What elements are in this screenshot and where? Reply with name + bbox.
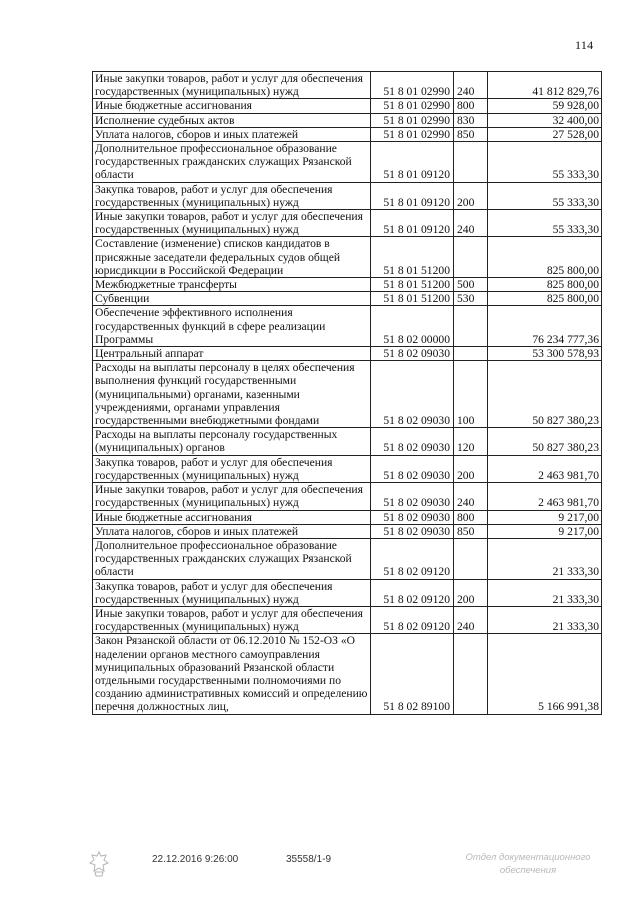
row-amount-cell: 9 217,00	[488, 524, 602, 538]
row-expense-type-cell	[454, 538, 488, 579]
row-name-cell: Обеспечение эффективного исполнения государственных функций в сфере реализации Программы	[93, 306, 371, 347]
table-row	[93, 113, 602, 127]
footer-date: 22.12.2016 9:26:00	[152, 854, 239, 865]
row-amount-cell: 21 333,30	[488, 538, 602, 579]
row-code-cell: 51 8 02 09030	[371, 428, 454, 455]
table-row	[93, 428, 602, 455]
row-amount-cell: 55 333,30	[488, 210, 602, 237]
table-row	[93, 483, 602, 510]
table-row	[93, 510, 602, 524]
row-code-cell: 51 8 02 09030	[371, 524, 454, 538]
row-expense-type-cell	[454, 347, 488, 361]
page-number: 114	[575, 38, 594, 52]
row-code-cell: 51 8 02 09030	[371, 483, 454, 510]
row-expense-type-cell: 800	[454, 510, 488, 524]
row-name-cell: Субвенции	[93, 292, 371, 306]
row-amount-cell: 2 463 981,70	[488, 483, 602, 510]
row-expense-type-cell: 830	[454, 113, 488, 127]
row-name-cell: Расходы на выплаты персоналу в целях обеспечения выполнения функций государственными (муниципальными) органами, казенными учреждениями, органами управления государственными внебюджетными фондами	[93, 361, 371, 428]
row-name-cell: Закупка товаров, работ и услуг для обеспечения государственных (муниципальных) нужд	[93, 579, 371, 606]
row-expense-type-cell: 850	[454, 524, 488, 538]
page-footer	[0, 850, 640, 905]
row-name-cell: Иные закупки товаров, работ и услуг для обеспечения государственных (муниципальных) нужд	[93, 483, 371, 510]
row-name-cell: Иные закупки товаров, работ и услуг для обеспечения государственных (муниципальных) нужд	[93, 72, 371, 99]
table-row	[93, 579, 602, 606]
table-row	[93, 455, 602, 482]
row-code-cell: 51 8 01 02990	[371, 72, 454, 99]
row-code-cell: 51 8 01 51200	[371, 237, 454, 278]
row-code-cell: 51 8 02 09120	[371, 606, 454, 633]
stamp-line: обеспечения	[499, 865, 557, 876]
row-code-cell: 51 8 01 02990	[371, 99, 454, 113]
table-row	[93, 606, 602, 633]
row-code-cell: 51 8 01 02990	[371, 113, 454, 127]
row-name-cell: Закупка товаров, работ и услуг для обеспечения государственных (муниципальных) нужд	[93, 182, 371, 209]
row-amount-cell: 55 333,30	[488, 142, 602, 183]
table-row	[93, 524, 602, 538]
row-amount-cell: 2 463 981,70	[488, 455, 602, 482]
row-code-cell: 51 8 02 09120	[371, 538, 454, 579]
row-amount-cell: 76 234 777,36	[488, 306, 602, 347]
budget-table	[92, 71, 602, 715]
row-expense-type-cell: 240	[454, 72, 488, 99]
table-row	[93, 347, 602, 361]
row-expense-type-cell	[454, 237, 488, 278]
row-code-cell: 51 8 02 09030	[371, 361, 454, 428]
row-amount-cell: 825 800,00	[488, 292, 602, 306]
row-code-cell: 51 8 02 00000	[371, 306, 454, 347]
row-name-cell: Дополнительное профессиональное образование государственных гражданских служащих Рязанской области	[93, 538, 371, 579]
row-amount-cell: 59 928,00	[488, 99, 602, 113]
row-code-cell: 51 8 01 09120	[371, 210, 454, 237]
department-stamp	[448, 851, 608, 877]
row-amount-cell: 5 166 991,38	[488, 634, 602, 714]
row-amount-cell: 50 827 380,23	[488, 361, 602, 428]
row-amount-cell: 53 300 578,93	[488, 347, 602, 361]
row-expense-type-cell: 100	[454, 361, 488, 428]
row-name-cell: Центральный аппарат	[93, 347, 371, 361]
row-expense-type-cell: 200	[454, 182, 488, 209]
row-expense-type-cell: 120	[454, 428, 488, 455]
row-name-cell: Иные закупки товаров, работ и услуг для обеспечения государственных (муниципальных) нужд	[93, 606, 371, 633]
row-code-cell: 51 8 02 09120	[371, 579, 454, 606]
budget-table-body	[93, 72, 602, 715]
row-expense-type-cell: 500	[454, 278, 488, 292]
row-code-cell: 51 8 01 51200	[371, 278, 454, 292]
row-name-cell: Закон Рязанской области от 06.12.2010 № 152-ОЗ «О наделении органов местного самоуправления муниципальных образований Рязанской области отдельными государственными полномочиями по созданию административных комиссий и определению перечня должностных лиц,	[93, 634, 371, 714]
row-expense-type-cell: 240	[454, 606, 488, 633]
row-code-cell: 51 8 02 89100	[371, 634, 454, 714]
row-code-cell: 51 8 02 09030	[371, 455, 454, 482]
row-expense-type-cell	[454, 634, 488, 714]
table-row	[93, 237, 602, 278]
row-amount-cell: 825 800,00	[488, 237, 602, 278]
row-expense-type-cell: 200	[454, 455, 488, 482]
row-code-cell: 51 8 02 09030	[371, 347, 454, 361]
coat-of-arms-icon	[88, 850, 110, 878]
row-code-cell: 51 8 01 09120	[371, 182, 454, 209]
row-name-cell: Расходы на выплаты персоналу государственных (муниципальных) органов	[93, 428, 371, 455]
row-expense-type-cell: 800	[454, 99, 488, 113]
row-amount-cell: 21 333,30	[488, 579, 602, 606]
row-expense-type-cell	[454, 142, 488, 183]
table-row	[93, 538, 602, 579]
table-row	[93, 127, 602, 141]
row-expense-type-cell: 850	[454, 127, 488, 141]
table-row	[93, 634, 602, 714]
row-amount-cell: 50 827 380,23	[488, 428, 602, 455]
row-name-cell: Составление (изменение) списков кандидатов в присяжные заседатели федеральных судов общей юрисдикции в Российской Федерации	[93, 237, 371, 278]
row-name-cell: Исполнение судебных актов	[93, 113, 371, 127]
table-row	[93, 210, 602, 237]
row-name-cell: Дополнительное профессиональное образование государственных гражданских служащих Рязанской области	[93, 142, 371, 183]
stamp-line: Отдел документационного	[465, 852, 591, 863]
row-name-cell: Иные бюджетные ассигнования	[93, 510, 371, 524]
row-name-cell: Иные закупки товаров, работ и услуг для обеспечения государственных (муниципальных) нужд	[93, 210, 371, 237]
table-row	[93, 99, 602, 113]
row-amount-cell: 9 217,00	[488, 510, 602, 524]
row-amount-cell: 21 333,30	[488, 606, 602, 633]
row-expense-type-cell: 530	[454, 292, 488, 306]
row-name-cell: Уплата налогов, сборов и иных платежей	[93, 524, 371, 538]
row-amount-cell: 55 333,30	[488, 182, 602, 209]
row-name-cell: Межбюджетные трансферты	[93, 278, 371, 292]
table-row	[93, 72, 602, 99]
row-name-cell: Уплата налогов, сборов и иных платежей	[93, 127, 371, 141]
row-expense-type-cell: 200	[454, 579, 488, 606]
row-amount-cell: 32 400,00	[488, 113, 602, 127]
row-code-cell: 51 8 01 51200	[371, 292, 454, 306]
table-row	[93, 292, 602, 306]
table-row	[93, 278, 602, 292]
row-name-cell: Иные бюджетные ассигнования	[93, 99, 371, 113]
row-code-cell: 51 8 02 09030	[371, 510, 454, 524]
row-expense-type-cell	[454, 306, 488, 347]
row-amount-cell: 27 528,00	[488, 127, 602, 141]
table-row	[93, 182, 602, 209]
row-expense-type-cell: 240	[454, 210, 488, 237]
row-amount-cell: 825 800,00	[488, 278, 602, 292]
row-code-cell: 51 8 01 02990	[371, 127, 454, 141]
row-name-cell: Закупка товаров, работ и услуг для обеспечения государственных (муниципальных) нужд	[93, 455, 371, 482]
table-row	[93, 361, 602, 428]
row-expense-type-cell: 240	[454, 483, 488, 510]
table-row	[93, 306, 602, 347]
footer-document-number: 35558/1-9	[286, 854, 332, 865]
table-row	[93, 142, 602, 183]
row-amount-cell: 41 812 829,76	[488, 72, 602, 99]
row-code-cell: 51 8 01 09120	[371, 142, 454, 183]
